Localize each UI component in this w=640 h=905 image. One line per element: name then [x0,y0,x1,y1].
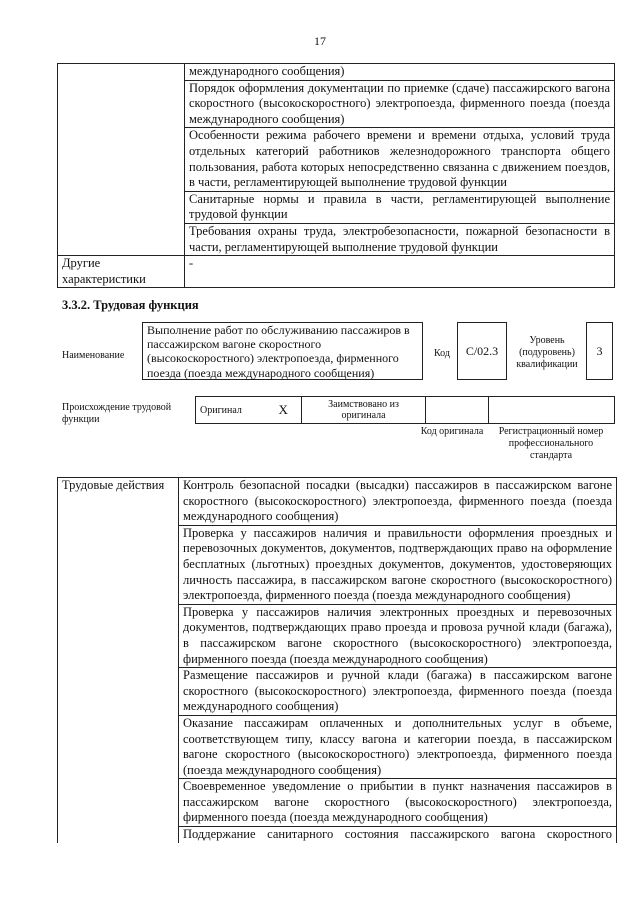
level-value: 3 [596,343,603,358]
borrowed-label: Заимствовано из оригинала [302,397,426,424]
original-label: Оригинал [196,397,266,424]
table-row: Порядок оформления документации по приемке (сдаче) пассажирского вагона скоростного (высокоскоростного) электропоезда, фирменного поезда (поезда международного сообщения) [185,80,615,128]
reg-caption: Регистрационный номер профессионального стандарта [498,426,604,461]
origin-label: Происхождение трудовой функции [62,402,172,425]
table-row: Своевременное уведомление о прибытии в пункт назначения пассажиров в пассажирском вагоне скоростного (высокоскоростного) электропоезда, фирменного поезда (поезда международного сообщения) [179,779,617,827]
other-characteristics-label: Другие характеристики [58,256,185,288]
table-row: Контроль безопасной посадки (высадки) пассажиров в пассажирском вагоне скоростного (высокоскоростного) электропоезда, фирменного поезда (поезда международного сообщения) [179,478,617,526]
table-row: международного сообщения) [185,64,615,81]
code-value: C/02.3 [465,343,499,358]
actions-label: Трудовые действия [58,478,179,843]
code-caption: Код оригинала [420,426,484,437]
actions-table [57,477,617,843]
table-row: Поддержание санитарного состояния пассажирского вагона скоростного [179,827,617,843]
table-row: Санитарные нормы и правила в части, регламентирующей выполнение трудовой функции [185,191,615,223]
table-row: Размещение пассажиров и ручной клади (багажа) в пассажирском вагоне скоростного (высокоскоростного) электропоезда, фирменного поезда (поезда международного сообщения) [179,668,617,716]
table-row: Оказание пассажирам оплаченных и дополнительных услуг в объеме, соответствующем типу, классу вагона и категории поезда, в пассажирском вагоне скоростного (высокоскоростного) электропоезда, фирменного поезда (поезда международного сообщения) [179,715,617,778]
original-mark: X [265,397,302,424]
table-row: Проверка у пассажиров наличия и правильности оформления проездных и перевозочных документов, документов, подтверждающих право на оформление бесплатных (льготных) проездных документов, документов, удостоверяющих личность пассажира, в пассажирском вагоне скоростного (высокоскоростного) электропоезда, фирменного поезда (поезда международного сообщения) [179,525,617,604]
origin-code-cell [425,397,489,424]
name-label: Наименование [62,350,125,361]
code-label: Код [434,348,450,359]
section-title: 3.3.2. Трудовая функция [62,298,199,312]
reg-number-cell [489,397,615,424]
function-name-box: Выполнение работ по обслуживанию пассажиров в пассажирском вагоне скоростного (высокоскоростного) электропоезда, фирменного поезда (поезда международного сообщения) [142,322,423,380]
origin-table [195,396,615,424]
page-number: 17 [314,34,326,48]
table-row: Требования охраны труда, электробезопасности, пожарной безопасности в части, регламентирующей выполнение трудовой функции [185,223,615,255]
other-characteristics-value: - [185,256,615,288]
level-label: Уровень (подуровень) квалификации [516,335,578,370]
table-row: Проверка у пассажиров наличия электронных проездных и перевозочных документов, подтверждающих право проезда и провоза ручной клади (багажа), в пассажирском вагоне скоростного (высокоскоростного) электропоезда, фирменного поезда (поезда международного сообщения) [179,604,617,667]
knowledge-table [57,63,615,288]
table-row: Особенности режима рабочего времени и времени отдыха, условий труда отдельных категорий работников железнодорожного транспорта общего пользования, работа которых непосредственно связанна с движением поездов, в части, регламентирующей выполнение трудовой функции [185,128,615,191]
empty-left-cell [58,64,185,256]
